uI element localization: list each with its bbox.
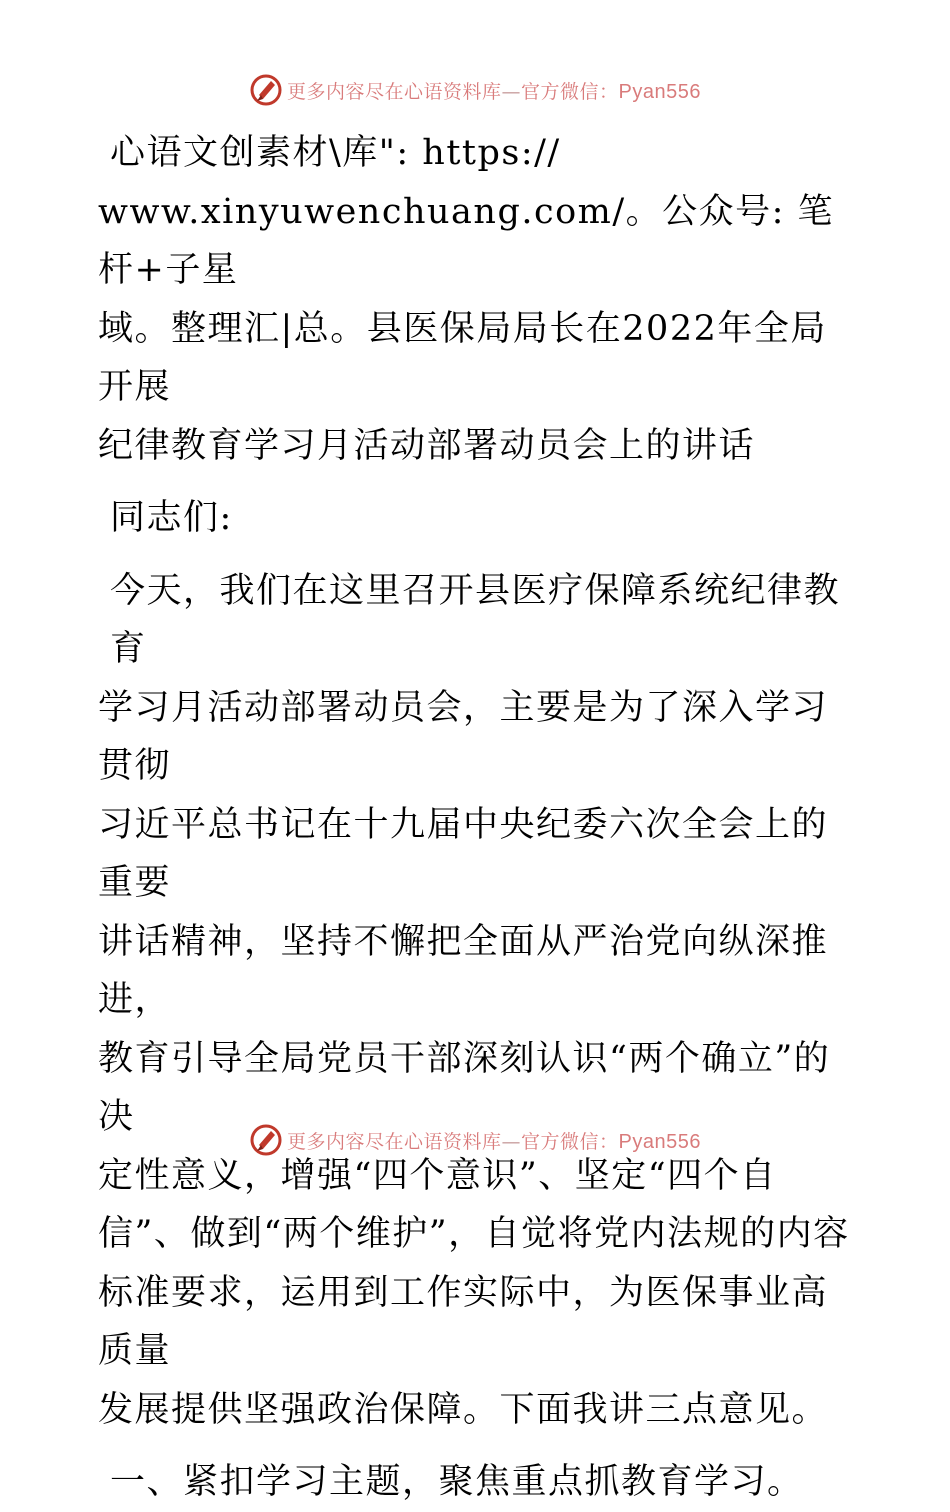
header-line: 域。整理汇|总。县医保局局长在2022年全局开展 bbox=[98, 308, 827, 407]
document-body bbox=[98, 124, 858, 1512]
section-heading: 一、紧扣学习主题，聚焦重点抓教育学习。 bbox=[110, 1462, 804, 1502]
paragraph-line: 标准要求，运用到工作实际中，为医保事业高质量 bbox=[98, 1272, 829, 1371]
library-logo-icon bbox=[249, 1123, 283, 1157]
salutation: 同志们: bbox=[110, 498, 233, 538]
paragraph-line: 今天，我们在这里召开县医疗保障系统纪律教育 bbox=[110, 570, 841, 669]
paragraph-line: 学习月活动部署动员会，主要是为了深入学习贯彻 bbox=[98, 687, 829, 786]
header-line: www.xinyuwenchuang.com/。公众号: 笔杆+子星 bbox=[98, 191, 835, 290]
footer-banner bbox=[0, 1120, 950, 1160]
paragraph-line: 信”、做到“两个维护”，自觉将党内法规的内容 bbox=[98, 1214, 850, 1254]
header-banner bbox=[0, 70, 950, 110]
banner-text: 更多内容尽在心语资料库—官方微信：Pyan556 bbox=[287, 80, 701, 103]
banner-text: 更多内容尽在心语资料库—官方微信：Pyan556 bbox=[287, 1130, 701, 1153]
paragraph-line: 定性意义，增强“四个意识”、坚定“四个自 bbox=[98, 1155, 777, 1196]
paragraph-line: 讲话精神，坚持不懈把全面从严治党向纵深推进， bbox=[98, 921, 829, 1020]
paragraph-line: 教育引导全局党员干部深刻认识“两个确立”的决 bbox=[98, 1038, 831, 1137]
paragraph-line: 习近平总书记在十九届中央纪委六次全会上的重要 bbox=[98, 804, 829, 903]
header-line: 心语文创素材\库": https:// bbox=[110, 133, 561, 173]
document-title: 纪律教育学习月活动部署动员会上的讲话 bbox=[98, 425, 756, 466]
paragraph-line: 发展提供坚强政治保障。下面我讲三点意见。 bbox=[98, 1389, 829, 1430]
library-logo-icon bbox=[249, 73, 283, 107]
